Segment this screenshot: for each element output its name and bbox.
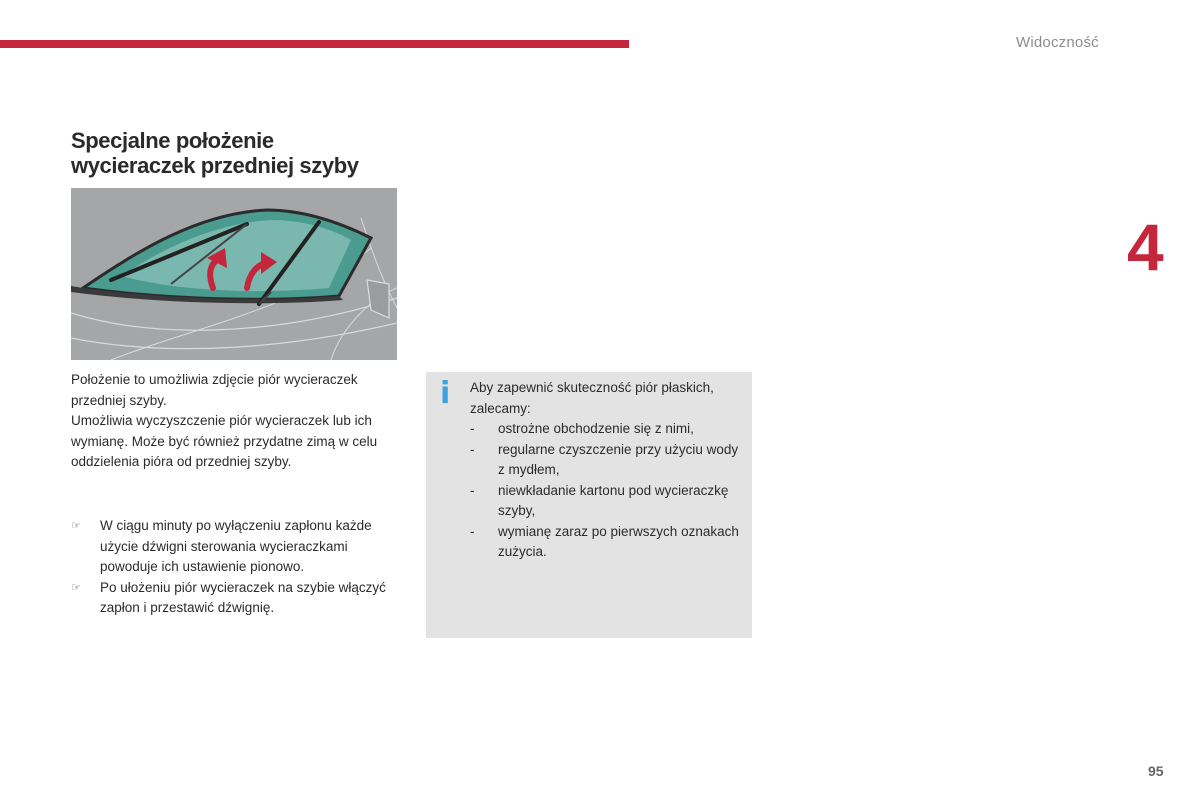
info-text xyxy=(470,378,740,563)
info-item-text: wymianę zaraz po pierwszych oznakach zużycia. xyxy=(498,523,739,559)
dash-marker: - xyxy=(470,523,475,539)
info-box xyxy=(426,372,752,638)
intro-paragraph xyxy=(71,370,406,473)
intro-line-2: Umożliwia wyczyszczenie piór wycieraczek lub ich wymianę. Może być również przydatne zimą w celu oddzielenia pióra od przedniej szyby. xyxy=(71,413,378,469)
pointing-hand-icon: ☞ xyxy=(71,581,81,594)
step-text: W ciągu minuty po wyłączeniu zapłonu każde użycie dźwigni sterowania wycieraczkami powoduje ich ustawienie pionowo. xyxy=(100,518,372,574)
info-list-item xyxy=(470,419,740,440)
info-item-text: ostrożne obchodzenie się z nimi, xyxy=(498,421,694,436)
intro-line-1: Położenie to umożliwia zdjęcie piór wycieraczek przedniej szyby. xyxy=(71,372,358,408)
info-item-text: regularne czyszczenie przy użyciu wody z mydłem, xyxy=(498,441,739,477)
dash-marker: - xyxy=(470,441,475,457)
step-text: Po ułożeniu piór wycieraczek na szybie włączyć zapłon i przestawić dźwignię. xyxy=(100,579,386,615)
dash-marker: - xyxy=(470,482,475,498)
header-accent-bar xyxy=(0,40,629,48)
info-list-item xyxy=(470,481,740,522)
info-list xyxy=(470,419,740,563)
pointing-hand-icon: ☞ xyxy=(71,520,81,532)
page-number: 95 xyxy=(1148,763,1164,779)
chapter-number: 4 xyxy=(1127,210,1164,284)
info-list-item xyxy=(470,522,740,563)
info-icon: i xyxy=(440,376,451,411)
instruction-step xyxy=(71,578,391,619)
windscreen-wiper-illustration xyxy=(71,188,397,360)
info-item-text: niewkładanie kartonu pod wycieraczkę szyby, xyxy=(498,482,729,518)
dash-marker: - xyxy=(470,421,475,436)
heading-line-2: wycieraczek przedniej szyby xyxy=(71,153,359,178)
instruction-step xyxy=(71,516,391,578)
page-heading xyxy=(71,128,411,178)
info-list-item xyxy=(470,440,740,481)
heading-line-1: Specjalne położenie xyxy=(71,128,274,153)
instruction-steps xyxy=(71,516,391,619)
wiper-drawing xyxy=(71,188,397,360)
info-intro: Aby zapewnić skuteczność piór płaskich, zalecamy: xyxy=(470,380,714,416)
section-name: Widoczność xyxy=(1016,34,1099,51)
